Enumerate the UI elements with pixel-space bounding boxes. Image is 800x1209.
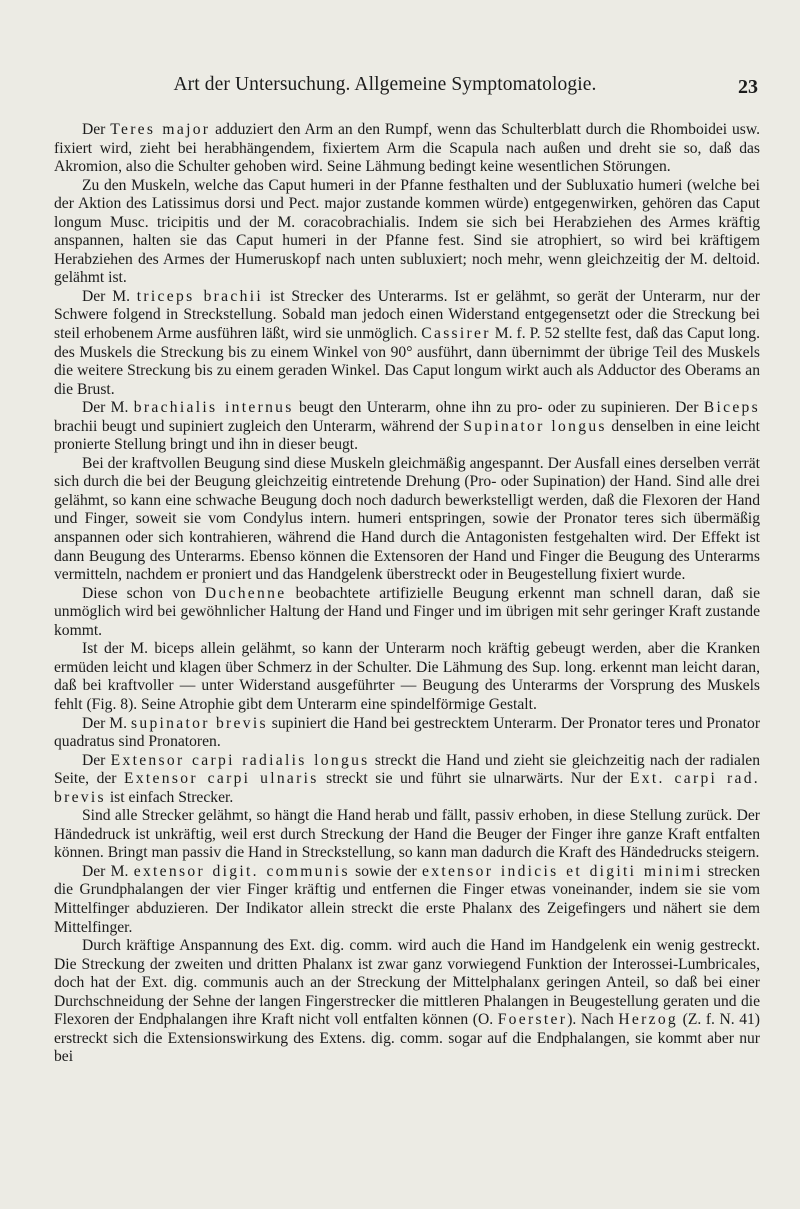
spaced-term: brachialis internus [133,399,294,417]
paragraph [54,863,760,937]
paragraph [54,455,760,585]
spaced-term: Duchenne [204,584,287,602]
paragraph [54,640,760,714]
text-run: Diese schon von [82,584,205,602]
spaced-term: extensor indicis et digiti minimi [422,862,703,880]
paragraph [54,752,760,808]
running-head-title: Art der Untersuchung. Allgemeine Symptomatologie. [173,74,597,95]
text-run: Bei der kraftvollen Beugung sind diese Muskeln gleichmäßig angespannt. Der Ausfall eines derselben verrät sich durch die bei der Beugung gleichzeitig eintretende Drehung (Pro- oder Supination) der Hand. Sind alle drei gelähmt, so kann eine schwache Beugung doch noch dadurch bewerkstelligt werden, daß die Flexoren der Hand und Finger, soweit sie vom Condylus intern. humeri entspringen, sowie der Pronator teres sich übermäßig anspannen oder sich kontrahieren, während die Hand durch die Antagonisten festgehalten wird. Der Effekt ist dann Beugung des Unterarms. Ebenso können die Extensoren der Hand und Finger die Beugung des Unterarms vermitteln, nachdem er proniert und das Handgelenk überstreckt oder in Beugestellung fixiert wurde. [54,454,760,584]
paragraph [54,585,760,641]
text-run: Der M. [82,287,137,305]
text-run: adduziert den Arm an den Rumpf, wenn das Schulterblatt durch die Rhomboidei usw. fixiert wird, zieht bei herabhängendem, fixiertem Arm die Scapula nach außen und dreht sie so, daß das Akromion, also die Schulter gehoben wird. Seine Lähmung bedingt keine wesentlichen Störungen. [54,121,760,176]
text-run: streckt die Hand und zieht sie gleichzeitig nach der radialen Seite, der [54,751,760,788]
text-run: beobachtete artifizielle Beugung erkennt man schnell daran, daß sie unmöglich wird bei gewöhnlicher Haltung der Hand und Finger und im übrigen mit sehr geringer Kraft zustande kommt. [54,584,760,639]
paragraph [54,121,760,177]
text-run: sowie der [349,862,423,880]
text-run: ist einfach Strecker. [105,788,234,806]
spaced-term: Herzog [618,1011,679,1029]
paragraph [54,288,760,399]
spaced-term: Extensor carpi ulnaris [124,770,319,788]
text-run: (Z. f. N. 41) erstreckt sich die Extensionswirkung des Extens. dig. comm. sogar auf die Endphalangen, sie kommt aber nur bei [54,1011,761,1066]
text-run: Der M. [82,862,134,880]
spaced-term: supinator brevis [130,714,268,732]
paragraph [54,937,760,1067]
text-run: beugt den Unterarm, ohne ihn zu pro- oder zu supinieren. Der [293,399,704,417]
paragraph [54,715,760,752]
text-run: supiniert die Hand bei gestrecktem Unterarm. Der Pronator teres und Pronator quadratus sind Pronatoren. [54,714,761,751]
text-run: brachii beugt und supiniert zugleich den Unterarm, während der [54,417,464,435]
running-head [0,74,800,104]
text-run: Der [82,121,111,138]
text-run: strecken die Grundphalangen der vier Finger kräftig und entfernen die Finger etwas voneinander, indem sie sie vom Mittelfinger abduzieren. Der Indikator allein streckt die erste Phalanx des Zeigefingers und nähert sie dem Mittelfinger. [54,862,760,936]
spaced-term: Cassirer [421,325,491,343]
spaced-term: Teres major [110,121,211,138]
text-run: Der [82,751,111,769]
spaced-term: Biceps [703,399,761,417]
body-text [54,121,760,1067]
text-run: Sind alle Strecker gelähmt, so hängt die Hand herab und fällt, passiv erhoben, in diese Stellung zurück. Der Händedruck ist unkräftig, weil erst durch Streckung der Hand die Beuger der Finger ihre ganze Kraft entfalten können. Bringt man passiv die Hand in Streckstellung, so kann man dadurch die Kraft des Händedrucks steigern. [54,807,760,862]
text-run: denselben in eine leicht pronierte Stellung bringt und ihn in dieser beugt. [54,417,760,454]
spaced-term: triceps brachii [136,287,263,305]
text-run: ist Strecker des Unterarms. Ist er gelähmt, so gerät der Unterarm, nur der Schwere folgend in Streckstellung. Sobald man jedoch einen Widerstand entgegensetzt oder die Streckung bei steil erhobenem Arme ausführen läßt, wird sie unmöglich. [54,287,760,343]
text-run: streckt sie und führt sie ulnarwärts. Nur der [318,770,630,788]
text-run: Der M. [82,714,131,732]
spaced-term: Ext. carpi rad. brevis [54,770,760,806]
text-run: Durch kräftige Anspannung des Ext. dig. comm. wird auch die Hand im Handgelenk ein wenig gestreckt. Die Streckung der zweiten und dritten Phalanx ist zwar ganz vorwiegend Funktion der Interossei-Lumbricales, doch hat der Ext. dig. communis auch an der Streckung der Mittelphalanx geringen Anteil, so daß bei einer Durchschneidung der Sehne der langen Fingerstrecker die mittleren Phalangen in Beugestellung geraten und die Flexoren der Endphalangen ihre Kraft nicht voll entfalten können (O. [54,937,760,1029]
text-run: Der M. [82,399,134,417]
page-number: 23 [738,76,758,98]
paragraph [54,807,760,863]
spaced-term: Foerster [497,1011,568,1029]
paragraph [54,399,760,455]
text-run: M. f. P. 52 stellte fest, daß das Caput long. des Muskels die Streckung bis zu einem Winkel von 90° ausführt, dann übernimmt der übrige Teil des Muskels die weitere Streckung bis zu einem geraden Winkel. Das Caput longum wirkt auch als Adductor des Oberams an die Brust. [54,325,760,398]
paragraph [54,177,760,288]
text-run: Zu den Muskeln, welche das Caput humeri in der Pfanne festhalten und der Subluxatio humeri (welche bei der Aktion des Latissimus dorsi und Pect. major zustande kommen würde) entgegenwirken, gehören das Caput longum Musc. tricipitis und der M. coracobrachialis. Indem sie sich bei Herabziehen des Armes kräftig anspannen, halten sie das Caput humeri in der Pfanne fest. Sind sie atrophiert, so wird bei kräftigem Herabziehen des Armes der Humeruskopf nach unten subluxiert; noch mehr, wenn gleichzeitig der M. deltoid. gelähmt ist. [54,176,760,287]
spaced-term: Extensor carpi radialis longus [110,751,370,769]
text-run: ). Nach [567,1011,619,1029]
spaced-term: Supinator longus [463,417,607,435]
text-run: Ist der M. biceps allein gelähmt, so kann der Unterarm noch kräftig gebeugt werden, aber die Kranken ermüden leicht und klagen über Schmerz in der Schulter. Die Lähmung des Sup. long. erkennt man leicht daran, daß bei kraftvoller — unter Widerstand ausgeführter — Beugung des Unterarms der Vorsprung des Muskels fehlt (Fig. 8). Seine Atrophie gibt dem Unterarm eine spindelförmige Gestalt. [54,640,760,713]
spaced-term: extensor digit. communis [133,862,350,880]
